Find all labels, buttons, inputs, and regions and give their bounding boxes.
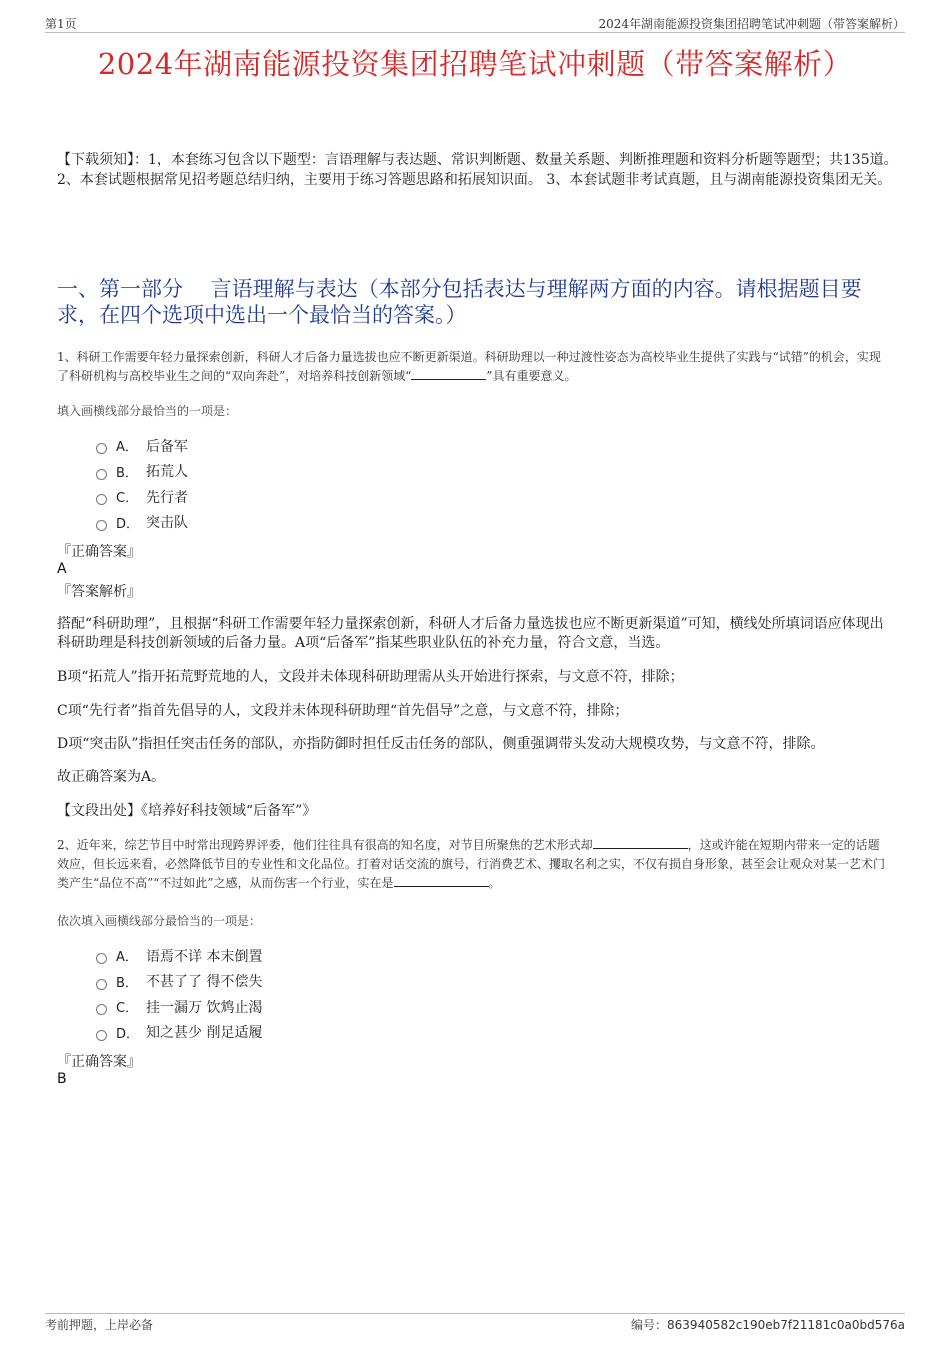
- option-letter: B．: [116, 975, 138, 991]
- option-text: 挂一漏万 饮鸩止渴: [146, 999, 263, 1016]
- question-1-answer: A: [57, 561, 67, 577]
- option-text: 拓荒人: [146, 464, 188, 481]
- question-2-option-d[interactable]: [96, 1020, 262, 1046]
- question-1-text-before: 1、科研工作需要年轻力量探索创新，科研人才后备力量选拔也应不断更新渠道。科研助理以一种过渡性姿态为高校毕业生提供了实践与“试错”的机会，实现了科研机构与高校毕业生之间的“双向奔赴”，对培养科技创新领域“: [57, 350, 881, 383]
- question-2-option-a[interactable]: [96, 943, 262, 969]
- option-letter: A．: [116, 950, 138, 966]
- option-letter: D．: [116, 1026, 140, 1042]
- question-2-option-c[interactable]: [96, 994, 262, 1020]
- question-2-text: [57, 836, 890, 893]
- question-2-answer: B: [57, 1071, 67, 1087]
- option-text: 不甚了了 得不偿失: [146, 974, 263, 991]
- option-letter: D．: [116, 516, 140, 532]
- question-1-option-d[interactable]: [96, 510, 188, 536]
- page-number: 第1页: [45, 17, 77, 31]
- question-1-blank: [411, 367, 486, 380]
- question-1-option-a[interactable]: [96, 433, 188, 459]
- option-text: 语焉不详 本末倒置: [146, 948, 263, 965]
- option-letter: C．: [116, 1001, 139, 1017]
- question-2-text-part2: ，这或许能在短期内带来一定的话题效应，但长远来看，必然降低节目的专业性和文化品位。打着对话交流的旗号，行消费艺术、攫取名利之实，不仅有损自身形象，甚至会让观众对某一艺术门类产生“品位不高”“不过如此”之感，从而伤害一个行业，实在是: [57, 838, 886, 890]
- question-1-source: 【文段出处】《培养好科技领域“后备军”》: [57, 803, 317, 819]
- radio-button-icon[interactable]: [96, 520, 107, 531]
- question-1-analysis-label: 『答案解析』: [57, 584, 141, 600]
- page-header: [45, 12, 905, 33]
- question-1-analysis-paragraph: C项“先行者”指首先倡导的人，文段并未体现科研助理“首先倡导”之意，与文意不符，排除；: [57, 703, 629, 719]
- radio-button-icon[interactable]: [96, 494, 107, 505]
- option-letter: A．: [116, 440, 138, 456]
- option-text: 后备军: [146, 438, 188, 455]
- question-1-option-b[interactable]: [96, 459, 188, 485]
- footer-code-value: 863940582c190eb7f21181c0a0bd576a: [667, 1318, 905, 1332]
- footer-code-label: 编号：: [631, 1318, 668, 1332]
- header-doc-title: 2024年湖南能源投资集团招聘笔试冲刺题（带答案解析）: [598, 17, 905, 31]
- radio-button-icon[interactable]: [96, 1030, 107, 1041]
- question-1-analysis-paragraph: D项“突击队”指担任突击任务的部队，亦指防御时担任反击任务的部队，侧重强调带头发动大规模攻势，与文意不符，排除。: [57, 736, 825, 752]
- radio-button-icon[interactable]: [96, 979, 107, 990]
- question-2-blank-2: [394, 874, 489, 887]
- radio-button-icon[interactable]: [96, 953, 107, 964]
- question-1-correct-label: 『正确答案』: [57, 544, 141, 560]
- question-1-options: [96, 433, 188, 535]
- question-1-option-c[interactable]: [96, 484, 188, 510]
- question-2-correct-label: 『正确答案』: [57, 1054, 141, 1070]
- radio-button-icon[interactable]: [96, 443, 107, 454]
- question-1-text: [57, 348, 890, 386]
- question-2-option-b[interactable]: [96, 969, 262, 995]
- section-title: 一、第一部分 言语理解与表达（本部分包括表达与理解两方面的内容。请根据题目要求，在四个选项中选出一个最恰当的答案。）: [57, 277, 862, 327]
- option-text: 先行者: [146, 489, 188, 506]
- question-2-blank-1: [593, 836, 688, 849]
- question-1-instruction: 填入画横线部分最恰当的一项是：: [57, 404, 238, 418]
- footer-slogan: 考前押题，上岸必备: [45, 1318, 154, 1332]
- page-footer: [45, 1313, 905, 1332]
- option-text: 突击队: [146, 515, 188, 532]
- download-notice: 【下载须知】：1，本套练习包含以下题型：言语理解与表达题、常识判断题、数量关系题、判断推理题和资料分析题等题型；共135道。 2、本套试题根据常见招考题总结归纳，主要用于练习答题思路和拓展知识面。 3、本套试题非考试真题，且与湖南能源投资集团无关。: [57, 152, 898, 188]
- question-2-text-part3: 。: [488, 876, 501, 890]
- question-1-analysis-paragraph: 故正确答案为A。: [57, 769, 166, 785]
- option-letter: C．: [116, 491, 139, 507]
- option-letter: B．: [116, 465, 138, 481]
- question-1-analysis-paragraph: 搭配“科研助理”，且根据“科研工作需要年轻力量探索创新，科研人才后备力量选拔也应不断更新渠道”可知，横线处所填词语应体现出科研助理是科技创新领域的后备力量。A项“后备军”指某些职业队伍的补充力量，符合文意，当选。: [57, 616, 884, 651]
- document-title: 2024年湖南能源投资集团招聘笔试冲刺题（带答案解析）: [97, 47, 853, 81]
- question-2-instruction: 依次填入画横线部分最恰当的一项是：: [57, 914, 262, 928]
- question-2-options: [96, 943, 262, 1045]
- radio-button-icon[interactable]: [96, 1004, 107, 1015]
- question-1-text-after: ”具有重要意义。: [486, 369, 577, 383]
- option-text: 知之甚少 削足适履: [146, 1025, 263, 1042]
- radio-button-icon[interactable]: [96, 469, 107, 480]
- question-2-text-part1: 2、近年来，综艺节目中时常出现跨界评委，他们往往具有很高的知名度，对节目所聚焦的艺术形式却: [57, 838, 593, 852]
- question-1-analysis-paragraph: B项“拓荒人”指开拓荒野荒地的人，文段并未体现科研助理需从头开始进行探索，与文意不符，排除；: [57, 669, 684, 685]
- footer-code: [631, 1316, 905, 1333]
